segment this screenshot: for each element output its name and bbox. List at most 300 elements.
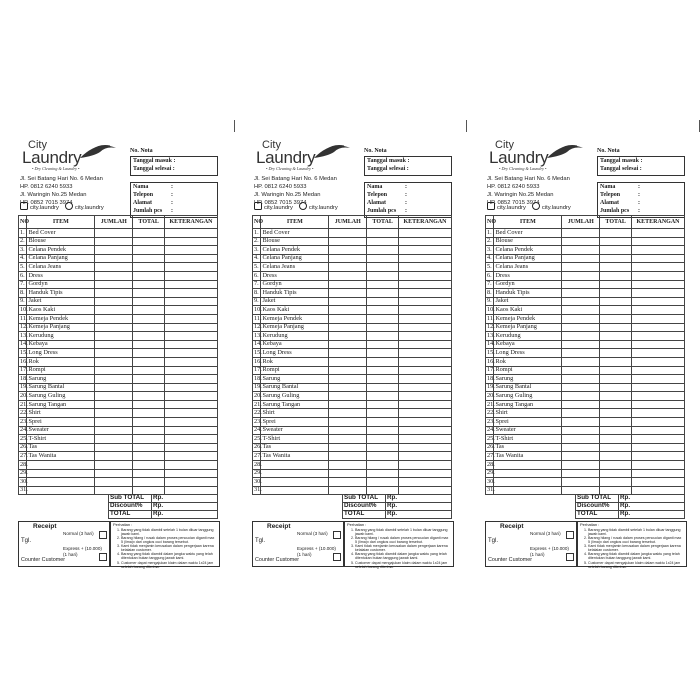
- keterangan-cell[interactable]: [632, 306, 685, 315]
- jumlah-cell[interactable]: [329, 409, 367, 418]
- jumlah-cell[interactable]: [95, 263, 133, 272]
- keterangan-cell[interactable]: [632, 366, 685, 375]
- keterangan-cell[interactable]: [632, 478, 685, 487]
- total-cell[interactable]: [600, 289, 632, 298]
- express-checkbox[interactable]: [333, 553, 341, 561]
- jumlah-cell[interactable]: [329, 375, 367, 384]
- keterangan-cell[interactable]: [399, 375, 452, 384]
- keterangan-cell[interactable]: [165, 229, 218, 238]
- keterangan-cell[interactable]: [165, 297, 218, 306]
- jumlah-cell[interactable]: [95, 280, 133, 289]
- keterangan-cell[interactable]: [165, 263, 218, 272]
- jumlah-cell[interactable]: [329, 426, 367, 435]
- keterangan-cell[interactable]: [632, 349, 685, 358]
- jumlah-cell[interactable]: [329, 461, 367, 470]
- total-cell[interactable]: [133, 357, 165, 366]
- total-cell[interactable]: [600, 314, 632, 323]
- keterangan-cell[interactable]: [165, 280, 218, 289]
- total-cell[interactable]: [133, 452, 165, 461]
- total-cell[interactable]: [367, 349, 399, 358]
- normal-checkbox[interactable]: [333, 531, 341, 539]
- total-cell[interactable]: [133, 280, 165, 289]
- total-cell[interactable]: [367, 426, 399, 435]
- total-cell[interactable]: [600, 306, 632, 315]
- jumlah-cell[interactable]: [329, 246, 367, 255]
- keterangan-cell[interactable]: [399, 297, 452, 306]
- jumlah-cell[interactable]: [562, 340, 600, 349]
- customer-field-value[interactable]: :: [171, 184, 173, 190]
- keterangan-cell[interactable]: [399, 366, 452, 375]
- total-value[interactable]: Rp.: [386, 495, 452, 503]
- jumlah-cell[interactable]: [562, 229, 600, 238]
- keterangan-cell[interactable]: [165, 426, 218, 435]
- express-checkbox[interactable]: [566, 553, 574, 561]
- total-value[interactable]: Rp.: [386, 511, 452, 519]
- keterangan-cell[interactable]: [399, 400, 452, 409]
- jumlah-cell[interactable]: [562, 435, 600, 444]
- total-value[interactable]: Rp.: [619, 495, 685, 503]
- keterangan-cell[interactable]: [632, 263, 685, 272]
- keterangan-cell[interactable]: [632, 237, 685, 246]
- total-cell[interactable]: [367, 375, 399, 384]
- jumlah-cell[interactable]: [562, 461, 600, 470]
- total-cell[interactable]: [367, 383, 399, 392]
- total-cell[interactable]: [133, 271, 165, 280]
- total-cell[interactable]: [133, 409, 165, 418]
- total-cell[interactable]: [367, 314, 399, 323]
- keterangan-cell[interactable]: [399, 349, 452, 358]
- jumlah-cell[interactable]: [562, 383, 600, 392]
- total-cell[interactable]: [367, 452, 399, 461]
- keterangan-cell[interactable]: [399, 263, 452, 272]
- keterangan-cell[interactable]: [399, 461, 452, 470]
- customer-field-value[interactable]: :: [638, 208, 640, 214]
- jumlah-cell[interactable]: [562, 332, 600, 341]
- keterangan-cell[interactable]: [632, 340, 685, 349]
- jumlah-cell[interactable]: [95, 323, 133, 332]
- keterangan-cell[interactable]: [632, 323, 685, 332]
- jumlah-cell[interactable]: [95, 289, 133, 298]
- keterangan-cell[interactable]: [632, 409, 685, 418]
- jumlah-cell[interactable]: [329, 478, 367, 487]
- total-cell[interactable]: [367, 366, 399, 375]
- jumlah-cell[interactable]: [95, 469, 133, 478]
- keterangan-cell[interactable]: [632, 229, 685, 238]
- total-cell[interactable]: [600, 426, 632, 435]
- total-cell[interactable]: [133, 263, 165, 272]
- keterangan-cell[interactable]: [399, 306, 452, 315]
- jumlah-cell[interactable]: [95, 392, 133, 401]
- total-cell[interactable]: [367, 280, 399, 289]
- jumlah-cell[interactable]: [95, 375, 133, 384]
- keterangan-cell[interactable]: [399, 289, 452, 298]
- jumlah-cell[interactable]: [562, 366, 600, 375]
- keterangan-cell[interactable]: [399, 271, 452, 280]
- total-cell[interactable]: [133, 375, 165, 384]
- total-cell[interactable]: [367, 400, 399, 409]
- keterangan-cell[interactable]: [399, 392, 452, 401]
- total-cell[interactable]: [133, 297, 165, 306]
- total-cell[interactable]: [133, 246, 165, 255]
- jumlah-cell[interactable]: [329, 469, 367, 478]
- jumlah-cell[interactable]: [562, 237, 600, 246]
- jumlah-cell[interactable]: [329, 357, 367, 366]
- jumlah-cell[interactable]: [329, 271, 367, 280]
- customer-field-value[interactable]: :: [405, 208, 407, 214]
- total-cell[interactable]: [367, 478, 399, 487]
- total-value[interactable]: Rp.: [152, 495, 218, 503]
- keterangan-cell[interactable]: [165, 271, 218, 280]
- total-cell[interactable]: [367, 263, 399, 272]
- total-cell[interactable]: [600, 400, 632, 409]
- total-cell[interactable]: [367, 323, 399, 332]
- jumlah-cell[interactable]: [95, 443, 133, 452]
- jumlah-cell[interactable]: [329, 280, 367, 289]
- keterangan-cell[interactable]: [632, 314, 685, 323]
- jumlah-cell[interactable]: [95, 426, 133, 435]
- jumlah-cell[interactable]: [562, 254, 600, 263]
- total-cell[interactable]: [367, 297, 399, 306]
- keterangan-cell[interactable]: [632, 297, 685, 306]
- note-item: 1. Barang yang tidak diambil setelah 1 bulan diluar tanggung jawab kami.: [588, 528, 684, 536]
- jumlah-cell[interactable]: [562, 289, 600, 298]
- jumlah-cell[interactable]: [562, 478, 600, 487]
- total-value[interactable]: Rp.: [619, 511, 685, 519]
- keterangan-cell[interactable]: [165, 314, 218, 323]
- keterangan-cell[interactable]: [165, 478, 218, 487]
- jumlah-cell[interactable]: [95, 306, 133, 315]
- total-cell[interactable]: [600, 340, 632, 349]
- keterangan-cell[interactable]: [399, 426, 452, 435]
- jumlah-cell[interactable]: [329, 443, 367, 452]
- total-cell[interactable]: [133, 435, 165, 444]
- keterangan-cell[interactable]: [165, 443, 218, 452]
- keterangan-cell[interactable]: [632, 254, 685, 263]
- total-cell[interactable]: [600, 237, 632, 246]
- total-cell[interactable]: [133, 332, 165, 341]
- jumlah-cell[interactable]: [562, 452, 600, 461]
- keterangan-cell[interactable]: [165, 418, 218, 427]
- keterangan-cell[interactable]: [399, 435, 452, 444]
- customer-field-value[interactable]: :: [171, 200, 173, 206]
- total-cell[interactable]: [133, 392, 165, 401]
- keterangan-cell[interactable]: [399, 409, 452, 418]
- jumlah-cell[interactable]: [329, 349, 367, 358]
- total-cell[interactable]: [600, 263, 632, 272]
- jumlah-cell[interactable]: [95, 349, 133, 358]
- total-cell[interactable]: [600, 375, 632, 384]
- total-cell[interactable]: [133, 426, 165, 435]
- total-cell[interactable]: [367, 271, 399, 280]
- jumlah-cell[interactable]: [95, 418, 133, 427]
- jumlah-cell[interactable]: [562, 400, 600, 409]
- keterangan-cell[interactable]: [165, 237, 218, 246]
- keterangan-cell[interactable]: [632, 400, 685, 409]
- total-cell[interactable]: [367, 469, 399, 478]
- total-cell[interactable]: [133, 366, 165, 375]
- jumlah-cell[interactable]: [562, 409, 600, 418]
- keterangan-cell[interactable]: [165, 323, 218, 332]
- total-cell[interactable]: [600, 271, 632, 280]
- total-cell[interactable]: [600, 357, 632, 366]
- jumlah-cell[interactable]: [329, 289, 367, 298]
- total-cell[interactable]: [600, 332, 632, 341]
- jumlah-cell[interactable]: [329, 263, 367, 272]
- jumlah-cell[interactable]: [95, 254, 133, 263]
- keterangan-cell[interactable]: [399, 314, 452, 323]
- jumlah-cell[interactable]: [95, 383, 133, 392]
- jumlah-cell[interactable]: [95, 357, 133, 366]
- keterangan-cell[interactable]: [632, 271, 685, 280]
- total-cell[interactable]: [367, 340, 399, 349]
- total-cell[interactable]: [133, 314, 165, 323]
- total-cell[interactable]: [600, 469, 632, 478]
- keterangan-cell[interactable]: [399, 229, 452, 238]
- keterangan-cell[interactable]: [632, 461, 685, 470]
- keterangan-cell[interactable]: [632, 289, 685, 298]
- customer-field-value[interactable]: :: [171, 208, 173, 214]
- total-cell[interactable]: [133, 289, 165, 298]
- keterangan-cell[interactable]: [399, 280, 452, 289]
- jumlah-cell[interactable]: [329, 237, 367, 246]
- row-number: 20.: [254, 391, 262, 399]
- jumlah-cell[interactable]: [562, 375, 600, 384]
- jumlah-cell[interactable]: [329, 383, 367, 392]
- total-cell[interactable]: [133, 383, 165, 392]
- total-value[interactable]: Rp.: [386, 503, 452, 511]
- jumlah-cell[interactable]: [95, 237, 133, 246]
- keterangan-cell[interactable]: [165, 400, 218, 409]
- total-cell[interactable]: [367, 392, 399, 401]
- keterangan-cell[interactable]: [165, 306, 218, 315]
- keterangan-cell[interactable]: [632, 426, 685, 435]
- jumlah-cell[interactable]: [329, 400, 367, 409]
- customer-field-value[interactable]: :: [638, 192, 640, 198]
- jumlah-cell[interactable]: [562, 392, 600, 401]
- total-cell[interactable]: [133, 340, 165, 349]
- total-cell[interactable]: [600, 246, 632, 255]
- total-cell[interactable]: [600, 478, 632, 487]
- jumlah-cell[interactable]: [329, 418, 367, 427]
- total-cell[interactable]: [600, 392, 632, 401]
- total-cell[interactable]: [600, 349, 632, 358]
- customer-field-value[interactable]: :: [171, 192, 173, 198]
- jumlah-cell[interactable]: [329, 340, 367, 349]
- total-cell[interactable]: [133, 400, 165, 409]
- customer-field-value[interactable]: :: [405, 200, 407, 206]
- total-cell[interactable]: [600, 229, 632, 238]
- total-cell[interactable]: [600, 418, 632, 427]
- jumlah-cell[interactable]: [95, 452, 133, 461]
- total-cell[interactable]: [600, 452, 632, 461]
- keterangan-cell[interactable]: [165, 392, 218, 401]
- total-cell[interactable]: [133, 478, 165, 487]
- total-cell[interactable]: [367, 332, 399, 341]
- total-cell[interactable]: [367, 409, 399, 418]
- jumlah-cell[interactable]: [95, 461, 133, 470]
- keterangan-cell[interactable]: [165, 383, 218, 392]
- total-value[interactable]: Rp.: [152, 511, 218, 519]
- total-cell[interactable]: [600, 409, 632, 418]
- keterangan-cell[interactable]: [165, 469, 218, 478]
- jumlah-cell[interactable]: [329, 229, 367, 238]
- keterangan-cell[interactable]: [632, 332, 685, 341]
- keterangan-cell[interactable]: [165, 289, 218, 298]
- jumlah-cell[interactable]: [95, 409, 133, 418]
- jumlah-cell[interactable]: [95, 314, 133, 323]
- total-cell[interactable]: [600, 383, 632, 392]
- total-cell[interactable]: [133, 469, 165, 478]
- keterangan-cell[interactable]: [632, 375, 685, 384]
- jumlah-cell[interactable]: [562, 349, 600, 358]
- jumlah-cell[interactable]: [329, 297, 367, 306]
- jumlah-cell[interactable]: [95, 332, 133, 341]
- total-value[interactable]: Rp.: [619, 503, 685, 511]
- jumlah-cell[interactable]: [562, 426, 600, 435]
- keterangan-cell[interactable]: [165, 340, 218, 349]
- keterangan-cell[interactable]: [632, 469, 685, 478]
- total-cell[interactable]: [133, 237, 165, 246]
- total-cell[interactable]: [133, 229, 165, 238]
- total-cell[interactable]: [600, 254, 632, 263]
- jumlah-cell[interactable]: [562, 314, 600, 323]
- keterangan-cell[interactable]: [632, 452, 685, 461]
- jumlah-cell[interactable]: [95, 271, 133, 280]
- jumlah-cell[interactable]: [562, 271, 600, 280]
- keterangan-cell[interactable]: [399, 340, 452, 349]
- normal-checkbox[interactable]: [566, 531, 574, 539]
- keterangan-cell[interactable]: [165, 375, 218, 384]
- keterangan-cell[interactable]: [165, 435, 218, 444]
- total-cell[interactable]: [367, 418, 399, 427]
- total-cell[interactable]: [133, 306, 165, 315]
- keterangan-cell[interactable]: [399, 357, 452, 366]
- express-checkbox[interactable]: [99, 553, 107, 561]
- total-cell[interactable]: [367, 435, 399, 444]
- keterangan-cell[interactable]: [165, 452, 218, 461]
- total-cell[interactable]: [367, 461, 399, 470]
- total-cell[interactable]: [133, 254, 165, 263]
- total-cell[interactable]: [367, 237, 399, 246]
- jumlah-cell[interactable]: [95, 246, 133, 255]
- jumlah-cell[interactable]: [562, 280, 600, 289]
- keterangan-cell[interactable]: [165, 357, 218, 366]
- row-number: 17.: [254, 366, 262, 374]
- keterangan-cell[interactable]: [632, 246, 685, 255]
- total-cell[interactable]: [600, 461, 632, 470]
- total-cell[interactable]: [367, 306, 399, 315]
- customer-field-value[interactable]: :: [405, 192, 407, 198]
- total-cell[interactable]: [133, 418, 165, 427]
- keterangan-cell[interactable]: [399, 443, 452, 452]
- keterangan-cell[interactable]: [399, 323, 452, 332]
- total-cell[interactable]: [600, 435, 632, 444]
- jumlah-cell[interactable]: [562, 418, 600, 427]
- customer-field-value[interactable]: :: [638, 200, 640, 206]
- customer-field-value[interactable]: :: [405, 184, 407, 190]
- jumlah-cell[interactable]: [95, 229, 133, 238]
- keterangan-cell[interactable]: [399, 237, 452, 246]
- keterangan-cell[interactable]: [165, 332, 218, 341]
- total-cell[interactable]: [600, 280, 632, 289]
- keterangan-cell[interactable]: [632, 418, 685, 427]
- jumlah-cell[interactable]: [329, 366, 367, 375]
- total-cell[interactable]: [600, 323, 632, 332]
- total-cell[interactable]: [133, 323, 165, 332]
- keterangan-cell[interactable]: [632, 383, 685, 392]
- keterangan-cell[interactable]: [165, 409, 218, 418]
- keterangan-cell[interactable]: [399, 246, 452, 255]
- keterangan-cell[interactable]: [632, 357, 685, 366]
- total-cell[interactable]: [133, 461, 165, 470]
- total-cell[interactable]: [367, 246, 399, 255]
- keterangan-cell[interactable]: [399, 418, 452, 427]
- keterangan-cell[interactable]: [632, 443, 685, 452]
- jumlah-cell[interactable]: [562, 263, 600, 272]
- keterangan-cell[interactable]: [165, 461, 218, 470]
- total-cell[interactable]: [367, 357, 399, 366]
- jumlah-cell[interactable]: [95, 297, 133, 306]
- jumlah-cell[interactable]: [562, 246, 600, 255]
- keterangan-cell[interactable]: [399, 332, 452, 341]
- keterangan-cell[interactable]: [632, 280, 685, 289]
- jumlah-cell[interactable]: [329, 314, 367, 323]
- total-cell[interactable]: [600, 443, 632, 452]
- keterangan-cell[interactable]: [399, 469, 452, 478]
- keterangan-cell[interactable]: [399, 254, 452, 263]
- keterangan-cell[interactable]: [632, 435, 685, 444]
- jumlah-cell[interactable]: [329, 452, 367, 461]
- total-cell[interactable]: [367, 289, 399, 298]
- jumlah-cell[interactable]: [562, 443, 600, 452]
- normal-checkbox[interactable]: [99, 531, 107, 539]
- keterangan-cell[interactable]: [165, 366, 218, 375]
- jumlah-cell[interactable]: [329, 332, 367, 341]
- jumlah-cell[interactable]: [562, 306, 600, 315]
- jumlah-cell[interactable]: [95, 340, 133, 349]
- jumlah-cell[interactable]: [562, 357, 600, 366]
- jumlah-cell[interactable]: [329, 323, 367, 332]
- customer-field-value[interactable]: :: [638, 184, 640, 190]
- total-cell[interactable]: [367, 443, 399, 452]
- jumlah-cell[interactable]: [562, 297, 600, 306]
- keterangan-cell[interactable]: [399, 478, 452, 487]
- keterangan-cell[interactable]: [165, 349, 218, 358]
- keterangan-cell[interactable]: [399, 452, 452, 461]
- jumlah-cell[interactable]: [562, 469, 600, 478]
- total-cell[interactable]: [133, 349, 165, 358]
- jumlah-cell[interactable]: [329, 435, 367, 444]
- jumlah-cell[interactable]: [95, 478, 133, 487]
- jumlah-cell[interactable]: [329, 306, 367, 315]
- keterangan-cell[interactable]: [632, 392, 685, 401]
- jumlah-cell[interactable]: [95, 435, 133, 444]
- keterangan-cell[interactable]: [165, 246, 218, 255]
- keterangan-cell[interactable]: [165, 254, 218, 263]
- jumlah-cell[interactable]: [95, 400, 133, 409]
- total-cell[interactable]: [133, 443, 165, 452]
- jumlah-cell[interactable]: [95, 366, 133, 375]
- total-value[interactable]: Rp.: [152, 503, 218, 511]
- total-cell[interactable]: [600, 366, 632, 375]
- total-cell[interactable]: [367, 254, 399, 263]
- jumlah-cell[interactable]: [562, 323, 600, 332]
- jumlah-cell[interactable]: [329, 392, 367, 401]
- total-cell[interactable]: [600, 297, 632, 306]
- total-cell[interactable]: [367, 229, 399, 238]
- jumlah-cell[interactable]: [329, 254, 367, 263]
- keterangan-cell[interactable]: [399, 383, 452, 392]
